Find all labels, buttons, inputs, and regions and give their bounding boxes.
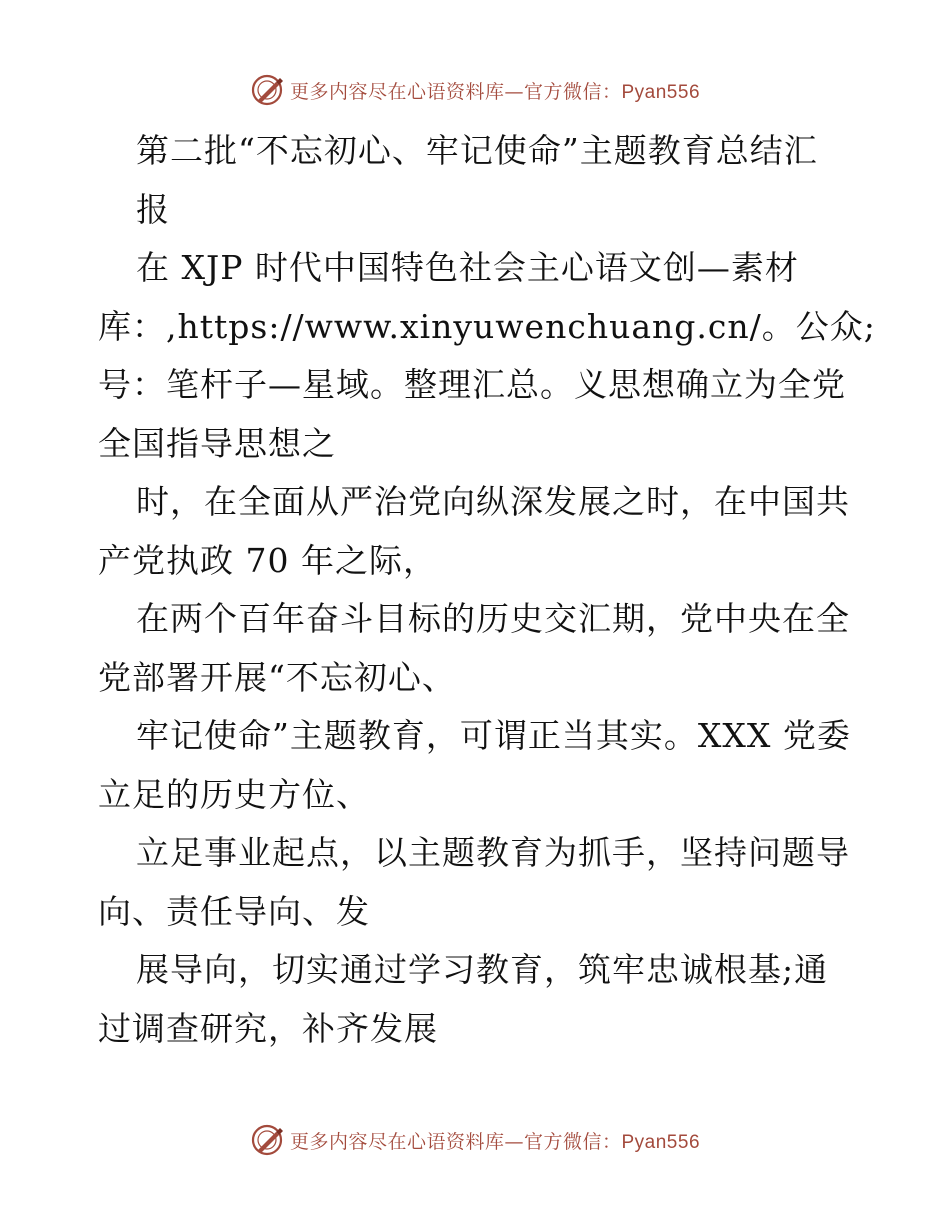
doc-line: 向、责任导向、发 [98, 891, 370, 931]
doc-line: 党部署开展“不忘初心、 [98, 657, 456, 697]
doc-line: 在两个百年奋斗目标的历史交汇期，党中央在全 [136, 599, 850, 638]
banner-dash: — [504, 80, 524, 103]
doc-line: 报 [136, 189, 170, 229]
banner-wechat-id: Pyan556 [621, 1131, 701, 1153]
banner-wechat-label: 官方微信： [523, 80, 622, 103]
footer-banner [0, 1120, 950, 1160]
doc-line: 展导向，切实通过学习教育，筑牢忠诚根基;通 [136, 950, 829, 989]
banner-text [290, 77, 700, 104]
banner-main-text: 更多内容尽在心语资料库 [289, 1130, 505, 1153]
banner-main-text: 更多内容尽在心语资料库 [289, 80, 505, 103]
banner-dash: — [504, 1130, 524, 1153]
doc-line: 立足的历史方位、 [98, 774, 370, 814]
doc-line: 库：,https://www.xinyuwenchuang.cn/。公众; [98, 306, 876, 346]
doc-line: 全国指导思想之 [98, 423, 336, 463]
doc-line: 号：笔杆子—星域。整理汇总。义思想确立为全党 [98, 365, 846, 404]
doc-line: 立足事业起点，以主题教育为抓手，坚持问题导 [136, 833, 850, 872]
doc-line: 时，在全面从严治党向纵深发展之时，在中国共 [136, 482, 850, 521]
header-banner [0, 70, 950, 110]
stamp-pen-logo-icon [250, 1123, 284, 1157]
doc-line: 产党执政 70 年之际， [98, 540, 437, 580]
doc-line: 第二批“不忘初心、牢记使命”主题教育总结汇 [136, 131, 818, 170]
banner-wechat-id: Pyan556 [621, 81, 701, 103]
document-body [98, 122, 876, 1058]
doc-line: 过调查研究，补齐发展 [98, 1008, 438, 1048]
banner-wechat-label: 官方微信： [523, 1130, 622, 1153]
doc-line: 在 XJP 时代中国特色社会主心语文创—素材 [136, 248, 799, 287]
banner-text [290, 1127, 700, 1154]
doc-line: 牢记使命”主题教育，可谓正当其实。XXX 党委 [136, 716, 851, 755]
stamp-pen-logo-icon [250, 73, 284, 107]
